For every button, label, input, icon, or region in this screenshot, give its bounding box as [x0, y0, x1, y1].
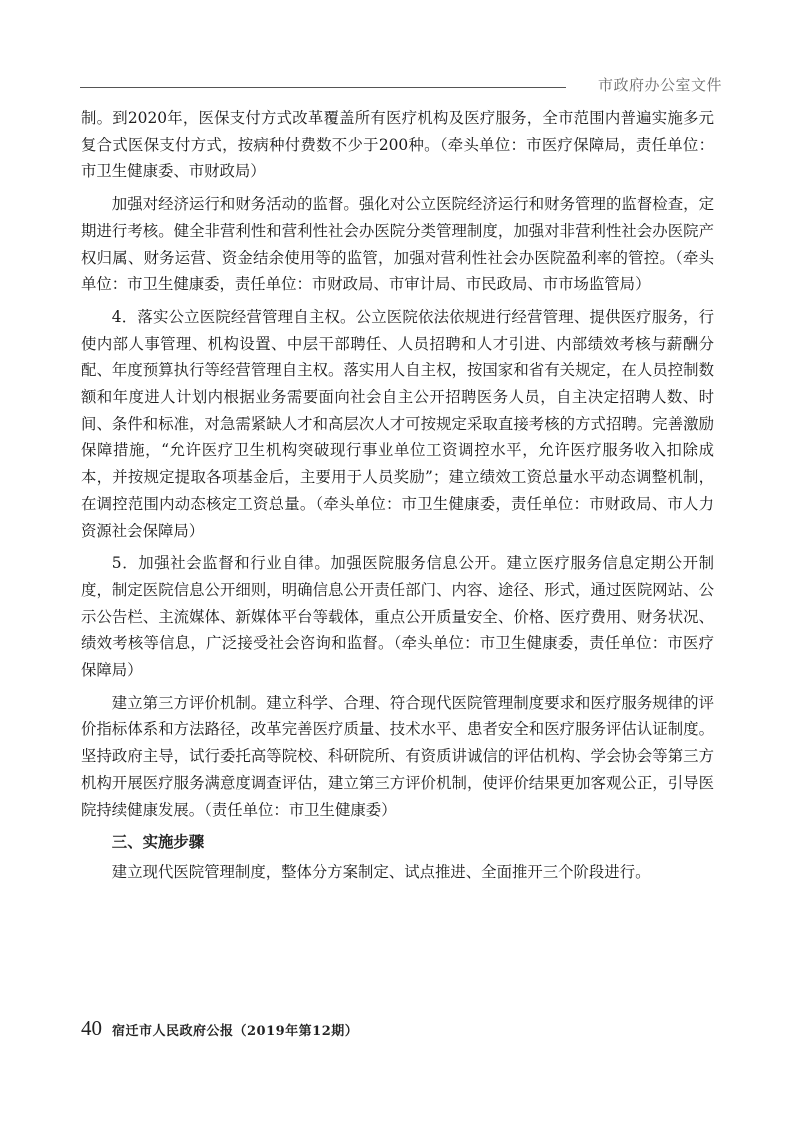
section-heading: 三、实施步骤	[111, 833, 205, 852]
paragraph-3: 4．落实公立医院经营管理自主权。公立医院依法依规进行经营管理、提供医疗服务，行使内部人事管理、机构设置、中层干部聘任、人员招聘和人才引进、内部绩效考核与薪酬分配、年度预算执行等经营管理自主权。落实用人自主权，按国家和省有关规定，在人员控制数额和年度进人计划内根据业务需要面向社会自主公开招聘医务人员，自主决定招聘人数、时间、条件和标准，对急需紧缺人才和高层次人才可按规定采取直接考核的方式招聘。完善激励保障措施，“允许医疗卫生机构突破现行事业单位工资调控水平，允许医疗服务收入扣除成本，并按规定提取各项基金后，主要用于人员奖励”；建立绩效工资总量水平动态调整机制，在调控范围内动态核定工资总量。（牵头单位：市卫生健康委，责任单位：市财政局、市人力资源社会保障局）	[81, 307, 714, 540]
paragraph-2: 加强对经济运行和财务活动的监督。强化对公立医院经济运行和财务管理的监督检查，定期进行考核。健全非营利性和营利性社会办医院分类管理制度，加强对非营利性社会办医院产权归属、财务运营、资金结余使用等的监管，加强对营利性社会办医院盈利率的管控。（牵头单位：市卫生健康委，责任单位：市财政局、市审计局、市民政局、市市场监管局）	[81, 195, 714, 294]
paragraph-4: 5．加强社会监督和行业自律。加强医院服务信息公开。建立医疗服务信息定期公开制度，制定医院信息公开细则，明确信息公开责任部门、内容、途径、形式，通过医院网站、公示公告栏、主流媒体、新媒体平台等载体，重点公开质量安全、价格、医疗费用、财务状况、绩效考核等信息，广泛接受社会咨询和监督。（牵头单位：市卫生健康委，责任单位：市医疗保障局）	[81, 554, 714, 680]
paragraph-5: 建立第三方评价机制。建立科学、合理、符合现代医院管理制度要求和医疗服务规律的评价指标体系和方法路径，改革完善医疗质量、技术水平、患者安全和医疗服务评估认证制度。坚持政府主导，试行委托高等院校、科研院所、有资质讲诚信的评估机构、学会协会等第三方机构开展医疗服务满意度调查评估，建立第三方评价机制，使评价结果更加客观公正，引导医院持续健康发展。（责任单位：市卫生健康委）	[81, 693, 714, 819]
paragraph-1: 制。到2020年，医保支付方式改革覆盖所有医疗机构及医疗服务，全市范围内普遍实施多元复合式医保支付方式，按病种付费数不少于200种。（牵头单位：市医疗保障局，责任单位：市卫生健康委、市财政局）	[81, 109, 714, 181]
running-header: 市政府办公室文件	[566, 74, 722, 95]
page-footer	[81, 1016, 358, 1041]
publication-name: 宿迁市人民政府公报（2019年第12期）	[112, 1024, 359, 1039]
paragraph-final: 建立现代医院管理制度，整体分方案制定、试点推进、全面推开三个阶段进行。	[111, 863, 651, 882]
page-number: 40	[81, 1016, 102, 1040]
document-body	[81, 105, 714, 892]
